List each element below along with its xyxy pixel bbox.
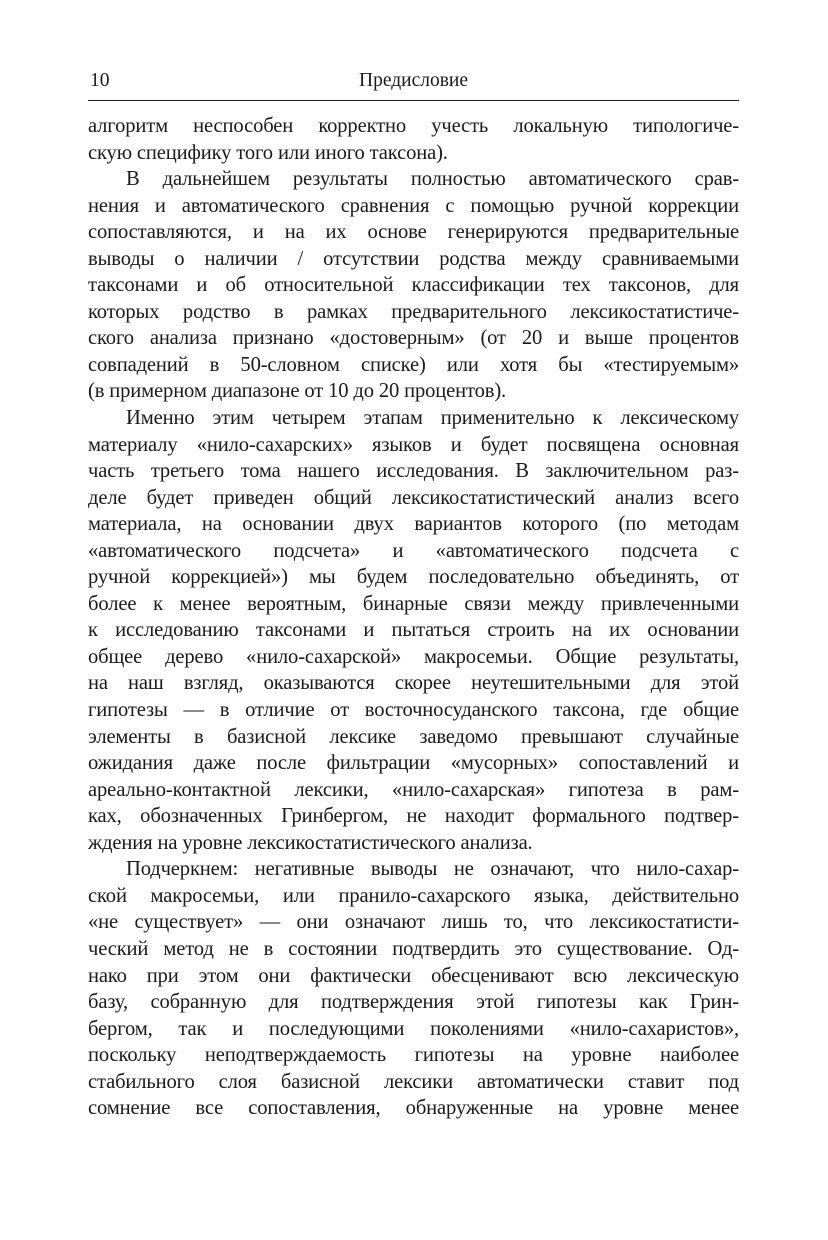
text-line: Подчеркнем: негативные выводы не означают, что нило-сахар- [126,858,739,881]
page-header [88,66,739,101]
text-line: нения и автоматического сравнения с помощью ручной коррекции [88,194,739,217]
text-line: ожидания даже после фильтрации «мусорных» сопоставлений и [88,752,739,775]
page-number: 10 [90,70,110,91]
text-line: В дальнейшем результаты полностью автоматического срав- [126,168,739,191]
text-line: материала, на основании двух вариантов которого (по методам [88,513,739,536]
text-line: ках, обозначенных Гринбергом, не находит формального подтвер- [88,805,739,828]
text-line: гипотезы — в отличие от восточносуданского таксона, где общие [88,699,739,722]
paragraph [88,113,739,166]
text-line: (в примерном диапазоне от 10 до 20 процентов). [88,380,507,403]
text-line: совпадений в 50-словном списке) или хотя бы «тестируемым» [88,353,739,376]
text-line: ского анализа признано «достоверным» (от 20 и выше процентов [88,327,739,350]
text-line: ждения на уровне лексикостатистического анализа. [88,831,533,854]
paragraph [88,166,739,405]
text-line: бергом, так и последующими поколениями «нило-сахаристов», [88,1017,739,1040]
text-line: деле будет приведен общий лексикостатистический анализ всего [88,486,739,509]
text-line: базу, собранную для подтверждения этой гипотезы как Грин- [88,991,739,1014]
text-line: ареально-контактной лексики, «нило-сахарская» гипотеза в рам- [88,778,739,801]
text-line: элементы в базисной лексике заведомо превышают случайные [88,725,739,748]
text-line: скую специфику того или иного таксона). [88,141,448,164]
text-line: таксонами и об относительной классификации тех таксонов, для [88,274,739,297]
text-line: сопоставляются, и на их основе генерируются предварительные [88,221,739,244]
text-line: общее дерево «нило-сахарской» макросемьи. Общие результаты, [88,645,739,668]
text-line: ручной коррекцией») мы будем последовательно объединять, от [88,566,739,589]
text-line: к исследованию таксонами и пытаться строить на их основании [88,619,739,642]
running-title: Предисловие [358,70,469,91]
text-line: алгоритм неспособен корректно учесть локальную типологиче- [88,115,739,137]
paragraph [88,856,739,1121]
text-line: «автоматического подсчета» и «автоматического подсчета с [88,539,739,562]
text-line: которых родство в рамках предварительного лексикостатистиче- [88,300,739,323]
text-line: сомнение все сопоставления, обнаруженные на уровне менее [88,1097,739,1120]
text-line: нако при этом они фактически обесценивают всю лексическую [88,964,739,987]
text-line: на наш взгляд, оказываются скорее неутешительными для этой [88,672,739,695]
paragraph [88,405,739,856]
text-line: стабильного слоя базисной лексики автоматически ставит под [88,1070,739,1093]
book-page [88,66,739,1122]
text-line: выводы о наличии / отсутствии родства между сравниваемыми [88,247,739,270]
text-line: часть третьего тома нашего исследования. В заключительном раз- [88,460,739,483]
text-line: Именно этим четырем этапам применительно к лексическому [126,407,739,430]
text-line: ческий метод не в состоянии подтвердить это существование. Од- [88,937,739,960]
text-line: поскольку неподтверждаемость гипотезы на уровне наиболее [88,1044,739,1067]
body-text [88,113,739,1122]
text-line: материалу «нило-сахарских» языков и будет посвящена основная [88,433,739,456]
text-line: «не существует» — они означают лишь то, что лексикостатисти- [88,911,739,934]
text-line: ской макросемьи, или пранило-сахарского языка, действительно [88,884,739,907]
text-line: более к менее вероятным, бинарные связи между привлеченными [88,592,739,615]
